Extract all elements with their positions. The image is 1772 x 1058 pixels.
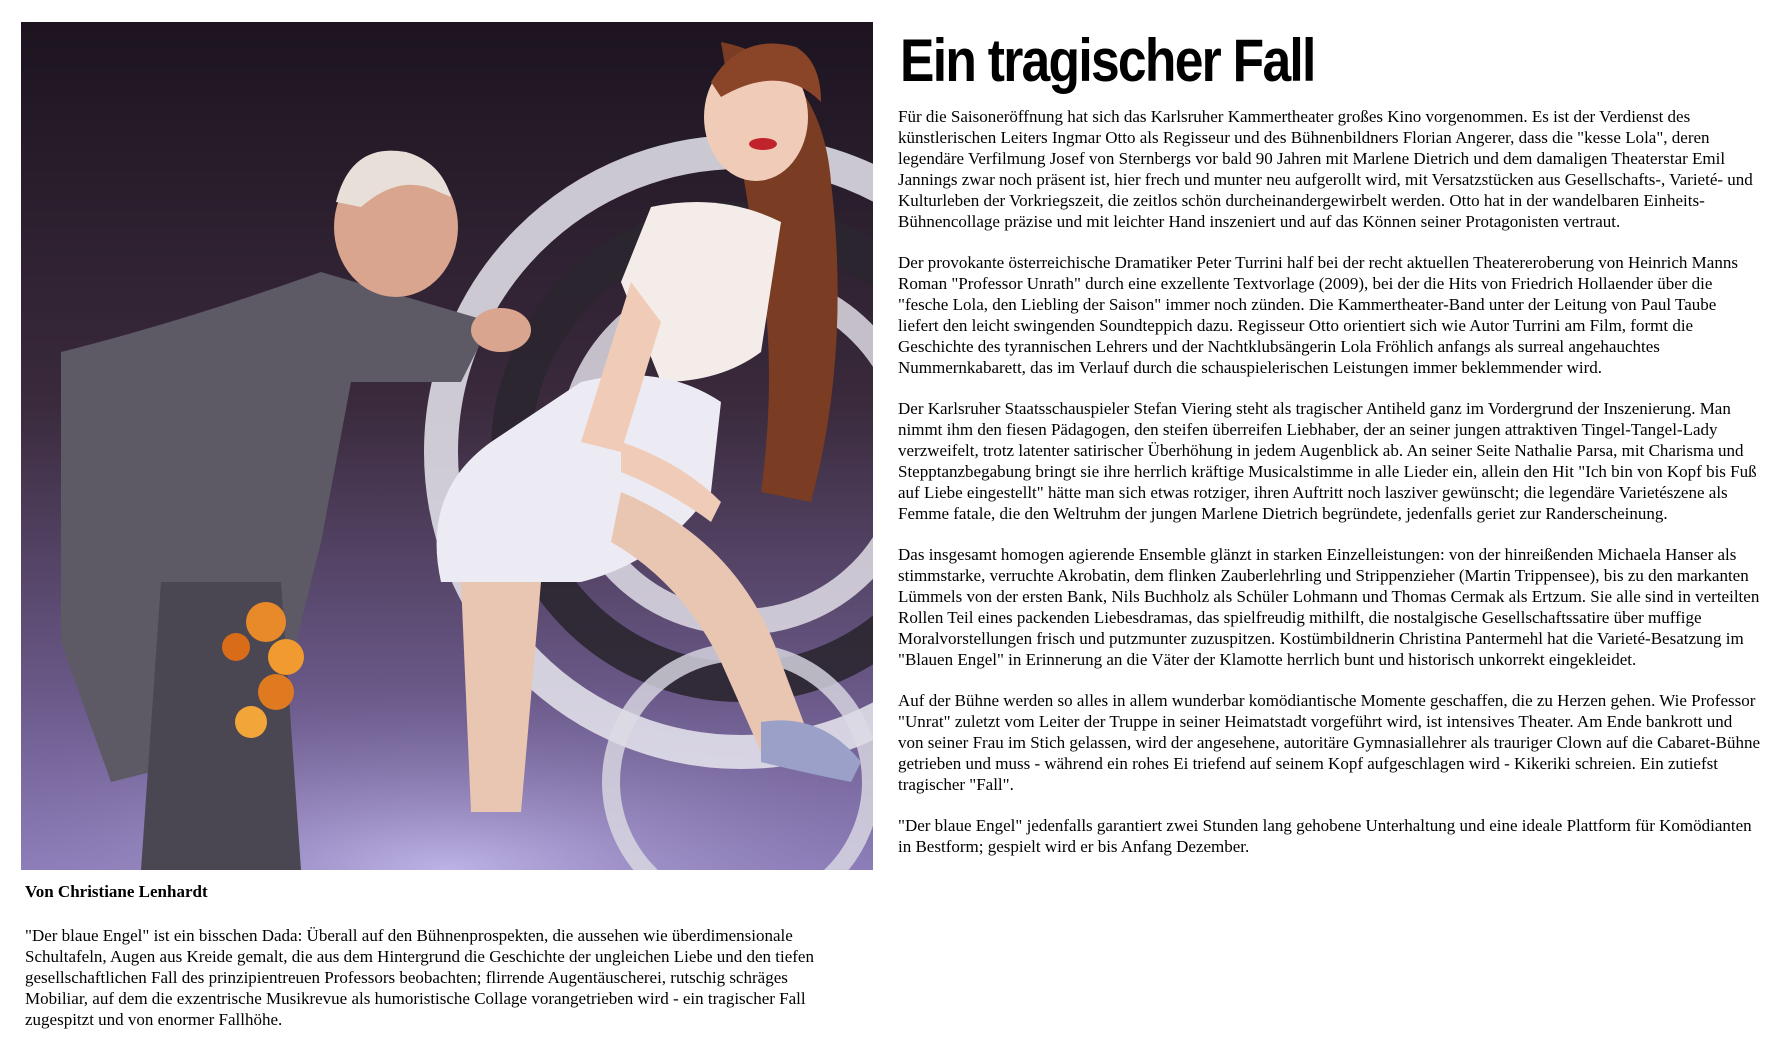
stage-photo xyxy=(21,22,873,870)
article-body xyxy=(898,106,1760,877)
article-paragraph: Der Karlsruher Staatsschauspieler Stefan Viering steht als tragischer Antiheld ganz im Vordergrund der Inszenierung. Man nimmt ihm den fiesen Pädagogen, den steifen überreifen Liebhaber, der an seiner jungen attraktiven Tingel-Tangel-Lady verzweifelt, trotz latenter satirischer Überhöhung in jedem Augenblick ab. An seiner Seite Nathalie Parsa, mit Charisma und Stepptanzbegabung bringt sie ihre herrlich kräftige Musicalstimme in alle Lieder ein, allein den Hit "Ich bin von Kopf bis Fuß auf Liebe eingestellt" hätte man sich etwas rotziger, ihren Auftritt noch lasziver gewünscht; die legendäre Varietészene als Femme fatale, die den Weltruhm der jungen Marlene Dietrich begründete, jedenfalls geriet zur Randerscheinung. xyxy=(898,399,1757,523)
article-paragraph: Das insgesamt homogen agierende Ensemble glänzt in starken Einzelleistungen: von der hinreißenden Michaela Hanser als stimmstarke, verruchte Akrobatin, dem flinken Zauberlehrling und Strippenzieher (Martin Trippensee), bis zu den markanten Lümmels von der ersten Bank, Nils Buchholz als Schüler Lohmann und Thomas Cermak als Ertzum. Sie alle sind in verteilten Rollen Teil eines packenden Liebesdramas, das spielfreudig mithilft, die nostalgische Gesellschaftssatire über muffige Moralvorstellungen frisch und putzmunter zuzuspitzen. Kostümbildnerin Christina Pantermehl hat die Varieté-Besatzung im "Blauen Engel" in Erinnerung an die Väter der Klamotte herrlich bunt und historisch unkorrekt eingekleidet. xyxy=(898,545,1760,669)
byline: Von Christiane Lenhardt xyxy=(25,882,208,901)
stage-photo-image xyxy=(21,22,873,870)
article-paragraph: Für die Saisoneröffnung hat sich das Karlsruher Kammertheater großes Kino vorgenommen. Es ist der Verdienst des künstlerischen Leiters Ingmar Otto als Regisseur und des Bühnenbildners Florian Angerer, dass die "kesse Lola", deren legendäre Verfilmung Josef von Sternbergs vor bald 90 Jahren mit Marlene Dietrich und dem damaligen Theaterstar Emil Jannings zwar noch präsent ist, hier frech und munter neu aufgerollt wird, mit Versatzstücken aus Gesellschafts-, Varieté- und Kulturleben der Vorkriegszeit, die zeitlos schön durcheinandergewirbelt werden. Otto hat in der wandelbaren Einheits-Bühnencollage präzise und mit leichter Hand inszeniert und auf das Können seiner Protagonisten vertraut. xyxy=(898,107,1753,231)
lead-paragraph: "Der blaue Engel" ist ein bisschen Dada: Überall auf den Bühnenprospekten, die aussehen wie überdimensionale Schultafeln, Augen aus Kreide gemalt, die aus dem Hintergrund die Geschichte der ungleichen Liebe und den tiefen gesellschaftlichen Fall des prinzipientreuen Professors beobachten; flirrende Augentäuscherei, rutschig schräges Mobiliar, auf dem die exzentrische Musikrevue als humoristische Collage vorangetrieben wird - ein tragischer Fall zugespitzt und von enormer Fallhöhe. xyxy=(25,926,814,1029)
article-paragraph: Der provokante österreichische Dramatiker Peter Turrini half bei der recht aktuellen Theatereroberung von Heinrich Manns Roman "Professor Unrath" durch eine exzellente Textvorlage (2009), bei der die Hits von Friedrich Hollaender über die "fesche Lola, den Liebling der Saison" immer noch zünden. Die Kammertheater-Band unter der Leitung von Paul Taube liefert den leicht swingenden Soundteppich dazu. Regisseur Otto orientiert sich wie Autor Turrini am Film, formt die Geschichte des tyrannischen Lehrers und der Nachtklubsängerin Lola Fröhlich anfangs als surreal angehauchtes Nummernkabarett, das im Verlauf durch die schauspielerischen Leistungen immer beklemmender wird. xyxy=(898,253,1738,377)
headline: Ein tragischer Fall xyxy=(900,27,1315,94)
article-paragraph: "Der blaue Engel" jedenfalls garantiert zwei Stunden lang gehobene Unterhaltung und eine ideale Plattform für Komödianten in Bestform; gespielt wird er bis Anfang Dezember. xyxy=(898,816,1752,856)
article-paragraph: Auf der Bühne werden so alles in allem wunderbar komödiantische Momente geschaffen, die zu Herzen gehen. Wie Professor "Unrat" zuletzt vom Leiter der Truppe in seiner Heimatstadt vorgeführt wird, ist intensives Theater. Am Ende bankrott und von seiner Frau im Stich gelassen, wird der angesehene, autoritäre Gymnasiallehrer als trauriger Clown auf die Cabaret-Bühne getrieben und muss - während ein rohes Ei triefend auf seinem Kopf aufgeschlagen wird - Kikeriki schreien. Ein zutiefst tragischer "Fall". xyxy=(898,691,1760,794)
